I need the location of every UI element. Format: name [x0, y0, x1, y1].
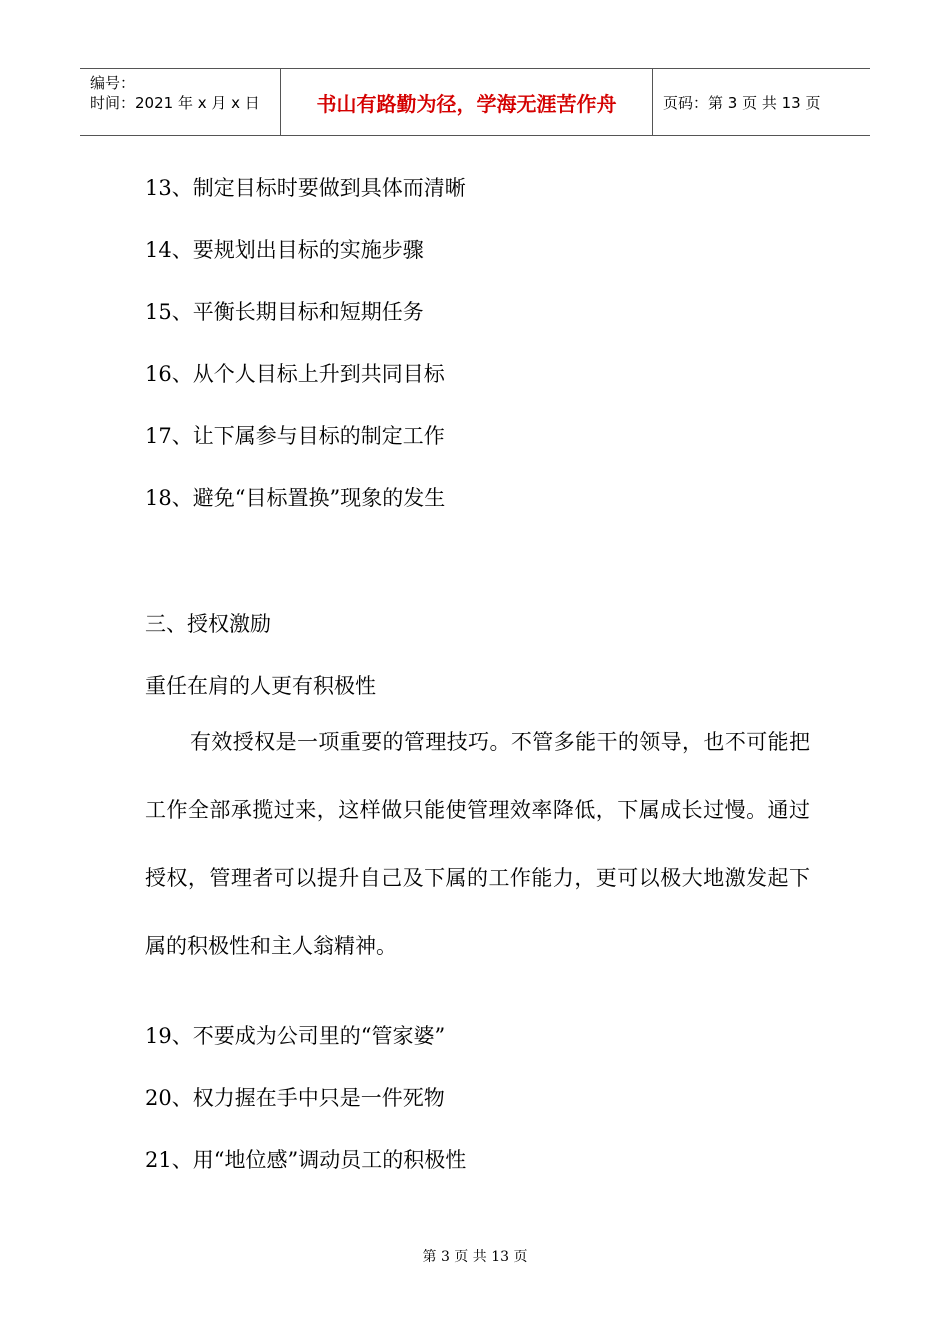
time-label: 时间：2021 年 x 月 x 日 — [90, 94, 260, 112]
list-item: 20、权力握在手中只是一件死物 — [145, 1086, 445, 1110]
section-heading: 三、授权激励 — [145, 612, 271, 636]
page-footer: 第 3 页 共 13 页 — [422, 1249, 528, 1265]
list-item: 14、要规划出目标的实施步骤 — [145, 238, 424, 262]
header-meta — [80, 69, 281, 135]
section-subheading: 重任在肩的人更有积极性 — [145, 674, 376, 698]
page-header — [80, 68, 870, 136]
list-item: 16、从个人目标上升到共同目标 — [145, 362, 445, 386]
list-item: 13、制定目标时要做到具体而清晰 — [145, 176, 466, 200]
list-item: 17、让下属参与目标的制定工作 — [145, 424, 445, 448]
list-item: 18、避免“目标置换”现象的发生 — [145, 486, 446, 510]
section-paragraph: 有效授权是一项重要的管理技巧。不管多能干的领导，也不可能把工作全部承揽过来，这样做只能使管理效率降低，下属成长过慢。通过授权，管理者可以提升自己及下属的工作能力，更可以极大地激发起下属的积极性和主人翁精神。 — [145, 730, 810, 958]
header-motto: 书山有路勤为径，学海无涯苦作舟 — [281, 69, 653, 135]
number-label: 编号： — [90, 74, 136, 92]
list-item: 15、平衡长期目标和短期任务 — [145, 300, 424, 324]
list-item: 19、不要成为公司里的“管家婆” — [145, 1024, 446, 1048]
list-item: 21、用“地位感”调动员工的积极性 — [145, 1148, 467, 1172]
header-page-info: 页码：第 3 页 共 13 页 — [663, 93, 821, 112]
